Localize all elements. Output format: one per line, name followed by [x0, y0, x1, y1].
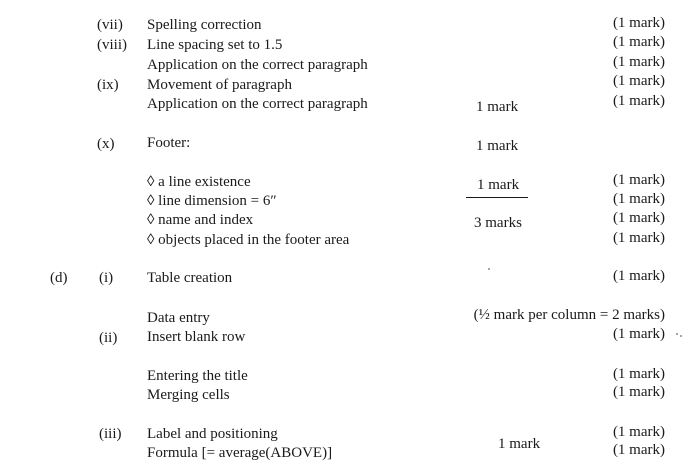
item-number: (viii): [97, 37, 127, 53]
item-text: Spelling correction: [147, 17, 262, 33]
item-text: Application on the correct paragraph: [147, 57, 368, 73]
mark-value: (1 mark): [612, 442, 665, 458]
item-text: Footer:: [147, 135, 191, 151]
bullet-item: ◊ objects placed in the footer area: [147, 232, 350, 248]
mark-value: (1 mark): [612, 268, 665, 284]
item-text: Label and positioning: [147, 426, 278, 442]
item-text: Line spacing set to 1.5: [147, 37, 283, 53]
subtotal-underline: [466, 197, 528, 198]
item-number: (i): [99, 270, 114, 286]
item-number: (ix): [97, 77, 119, 93]
mark-value: (1 mark): [612, 326, 665, 342]
bullet-item: ◊ a line existence: [147, 174, 251, 190]
item-text: Entering the title: [147, 368, 248, 384]
middle-mark: 1 mark: [476, 138, 519, 154]
item-text: Application on the correct paragraph: [147, 96, 368, 112]
mark-value: (1 mark): [612, 54, 665, 70]
scan-speck: [680, 335, 682, 337]
mark-value: (1 mark): [612, 366, 665, 382]
item-text: Table creation: [147, 270, 233, 286]
middle-mark: 1 mark: [498, 436, 541, 452]
mark-value: (1 mark): [612, 34, 665, 50]
item-text: Movement of paragraph: [147, 77, 292, 93]
section-label: (d): [50, 270, 68, 286]
mark-value: (1 mark): [612, 93, 665, 109]
mark-value: (1 mark): [612, 384, 665, 400]
mark-value: (1 mark): [612, 73, 665, 89]
scan-speck: [676, 333, 678, 335]
mark-value: (1 mark): [612, 15, 665, 31]
item-text: Insert blank row: [147, 329, 246, 345]
item-number: (vii): [97, 17, 123, 33]
item-number: (ii): [99, 330, 118, 346]
mark-value: (1 mark): [612, 230, 665, 246]
mark-value: (½ mark per column = 2 marks): [473, 307, 665, 323]
mark-value: (1 mark): [612, 191, 665, 207]
item-number: (iii): [99, 426, 122, 442]
item-text: Formula [= average(ABOVE)]: [147, 445, 333, 461]
middle-mark: 1 mark: [477, 177, 520, 193]
bullet-item: ◊ line dimension = 6″: [147, 193, 277, 209]
mark-value: (1 mark): [612, 424, 665, 440]
mark-value: (1 mark): [612, 172, 665, 188]
middle-mark: 1 mark: [476, 99, 519, 115]
scan-speck: [488, 268, 490, 270]
mark-value: (1 mark): [612, 210, 665, 226]
item-text: Merging cells: [147, 387, 230, 403]
item-text: Data entry: [147, 310, 210, 326]
middle-mark: 3 marks: [474, 215, 522, 231]
bullet-item: ◊ name and index: [147, 212, 254, 228]
item-number: (x): [97, 136, 115, 152]
